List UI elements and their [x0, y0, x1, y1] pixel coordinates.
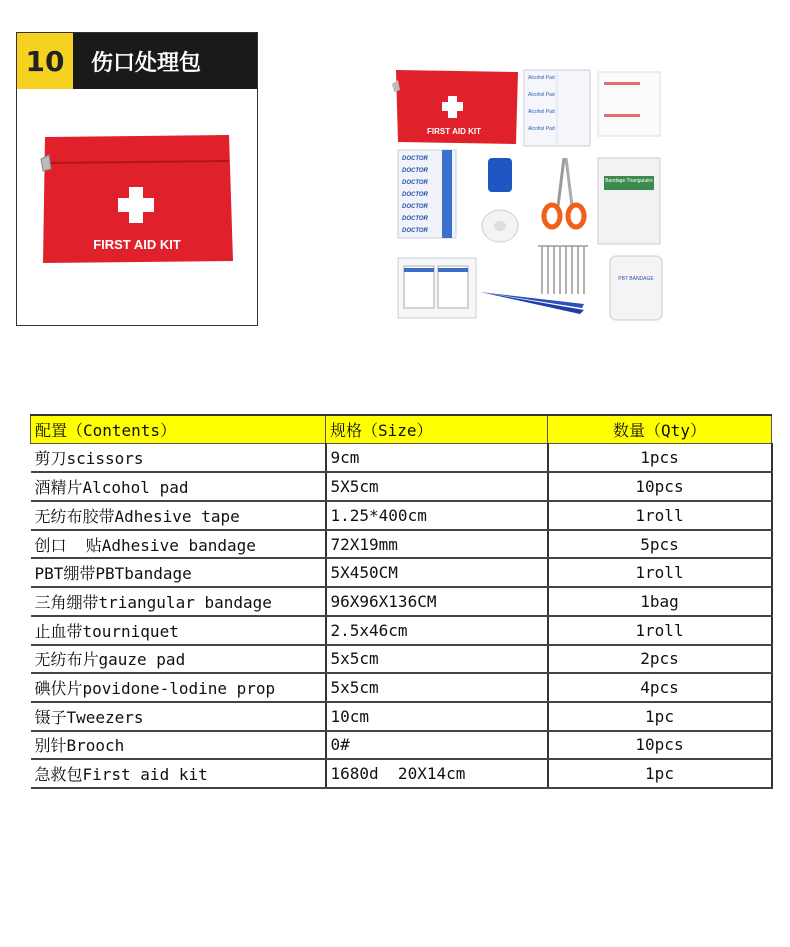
table-header-row — [31, 415, 772, 444]
cell-qty: 5pcs — [548, 530, 772, 559]
svg-text:Bandage Triangulaire: Bandage Triangulaire — [605, 178, 653, 184]
svg-text:Alcohol Pad: Alcohol Pad — [528, 109, 555, 115]
cell-qty: 2pcs — [548, 645, 772, 674]
svg-text:Alcohol Pad: Alcohol Pad — [528, 126, 555, 132]
svg-text:DOCTOR: DOCTOR — [402, 216, 428, 222]
cell-qty: 10pcs — [548, 731, 772, 760]
scissors-icon — [544, 158, 584, 227]
tourniquet — [488, 158, 512, 192]
svg-text:DOCTOR: DOCTOR — [402, 168, 428, 174]
table-row — [31, 472, 772, 501]
cell-size: 10cm — [326, 702, 548, 731]
cell-size: 9cm — [326, 444, 548, 473]
svg-text:Alcohol Pad: Alcohol Pad — [528, 75, 555, 81]
svg-text:Alcohol Pad: Alcohol Pad — [528, 92, 555, 98]
iodine-pads — [598, 72, 660, 136]
triangular-bandage — [598, 158, 660, 244]
cell-qty: 1bag — [548, 587, 772, 616]
table-row — [31, 759, 772, 788]
cell-size: 5X5cm — [326, 472, 548, 501]
table-row — [31, 444, 772, 473]
pbt-bandage — [610, 256, 662, 320]
cell-qty: 1pc — [548, 702, 772, 731]
svg-text:DOCTOR: DOCTOR — [402, 228, 428, 234]
table-row — [31, 558, 772, 587]
svg-text:PBT BANDAGE: PBT BANDAGE — [618, 276, 654, 282]
table-row — [31, 731, 772, 760]
gauze-pads — [398, 258, 476, 318]
cell-qty: 10pcs — [548, 472, 772, 501]
kit-contents-photo — [392, 66, 668, 328]
table-row — [31, 587, 772, 616]
header-qty: 数量（Qty） — [548, 415, 772, 444]
first-aid-bag-image — [39, 133, 235, 267]
cell-contents: 无纺布片gauze pad — [31, 645, 326, 674]
cell-contents: 酒精片Alcohol pad — [31, 472, 326, 501]
tweezers-icon — [480, 292, 584, 314]
cell-size: 2.5x46cm — [326, 616, 548, 645]
svg-text:DOCTOR: DOCTOR — [402, 156, 428, 162]
cell-contents: 无纺布胶带Adhesive tape — [31, 501, 326, 530]
cell-size: 5x5cm — [326, 673, 548, 702]
table-row — [31, 645, 772, 674]
cell-size: 5X450CM — [326, 558, 548, 587]
cell-qty: 1pc — [548, 759, 772, 788]
cell-qty: 4pcs — [548, 673, 772, 702]
table-row — [31, 501, 772, 530]
cell-contents: 剪刀scissors — [31, 444, 326, 473]
cell-contents: 止血带tourniquet — [31, 616, 326, 645]
cell-contents: 三角绷带triangular bandage — [31, 587, 326, 616]
cell-size: 1.25*400cm — [326, 501, 548, 530]
bag-label: FIRST AID KIT — [93, 237, 181, 252]
header-size: 规格（Size） — [326, 415, 548, 444]
cell-contents: 别针Brooch — [31, 731, 326, 760]
product-number: 10 — [17, 33, 73, 89]
table-row — [31, 673, 772, 702]
header-contents: 配置（Contents） — [31, 415, 326, 444]
cell-size: 96X96X136CM — [326, 587, 548, 616]
tape-roll — [482, 210, 518, 242]
table-row — [31, 616, 772, 645]
svg-text:DOCTOR: DOCTOR — [402, 204, 428, 210]
zipper-pull-icon — [41, 155, 51, 171]
cell-contents: 镊子Tweezers — [31, 702, 326, 731]
cell-qty: 1roll — [548, 501, 772, 530]
safety-pins-icon — [538, 246, 588, 294]
cell-qty: 1roll — [548, 616, 772, 645]
cell-qty: 1pcs — [548, 444, 772, 473]
cell-size: 5x5cm — [326, 645, 548, 674]
card-header — [17, 33, 257, 89]
product-title: 伤口处理包 — [73, 33, 257, 89]
cell-contents: 碘伏片povidone-lodine prop — [31, 673, 326, 702]
cell-contents: PBT绷带PBTbandage — [31, 558, 326, 587]
cell-contents: 急救包First aid kit — [31, 759, 326, 788]
cell-contents: 创口 贴Adhesive bandage — [31, 530, 326, 559]
table-row — [31, 530, 772, 559]
adhesive-bandages — [398, 150, 456, 238]
cell-size: 72X19mm — [326, 530, 548, 559]
contents-table — [30, 414, 773, 789]
table-row — [31, 702, 772, 731]
alcohol-pads — [524, 70, 590, 146]
cell-size: 0# — [326, 731, 548, 760]
photo-bag-label: FIRST AID KIT — [427, 127, 481, 136]
cell-size: 1680d 20X14cm — [326, 759, 548, 788]
svg-text:DOCTOR: DOCTOR — [402, 180, 428, 186]
cell-qty: 1roll — [548, 558, 772, 587]
product-card — [16, 32, 258, 326]
svg-text:DOCTOR: DOCTOR — [402, 192, 428, 198]
